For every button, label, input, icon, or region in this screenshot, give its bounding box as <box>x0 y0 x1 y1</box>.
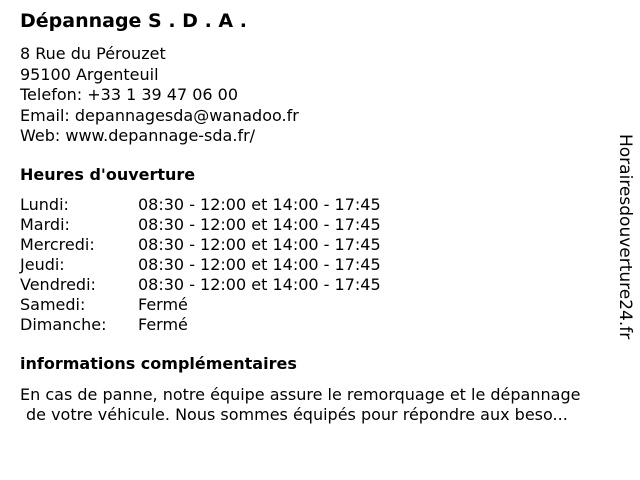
opening-times: 08:30 - 12:00 et 14:00 - 17:45 <box>138 235 381 254</box>
opening-times: Fermé <box>138 315 188 334</box>
day-label: Jeudi: <box>20 255 65 274</box>
hours-row-mercredi <box>20 235 381 255</box>
street-address: 8 Rue du Pérouzet <box>20 44 166 63</box>
description-text <box>20 385 624 425</box>
hours-row-mardi <box>20 215 381 235</box>
phone-number: Telefon: +33 1 39 47 06 00 <box>20 85 239 104</box>
email-address: Email: depannagesda@wanadoo.fr <box>20 105 299 125</box>
day-label: Lundi: <box>20 195 69 214</box>
hours-row-samedi <box>20 295 381 315</box>
site-watermark: Horairesdouverture24.fr <box>615 134 635 340</box>
info-heading: informations complémentaires <box>20 354 297 373</box>
business-name: Dépannage S . D . A . <box>20 10 247 32</box>
day-label: Vendredi: <box>20 275 96 294</box>
day-label: Dimanche: <box>20 315 107 334</box>
opening-times: 08:30 - 12:00 et 14:00 - 17:45 <box>138 195 381 214</box>
opening-times: Fermé <box>138 295 188 314</box>
hours-row-dimanche <box>20 315 381 335</box>
hours-table <box>20 195 381 335</box>
hours-row-vendredi <box>20 275 381 295</box>
hours-row-jeudi <box>20 255 381 275</box>
city: 95100 Argenteuil <box>20 64 159 84</box>
website: Web: www.depannage-sda.fr/ <box>20 126 256 145</box>
address-block <box>20 44 299 147</box>
hours-row-lundi <box>20 195 381 215</box>
opening-times: 08:30 - 12:00 et 14:00 - 17:45 <box>138 275 381 294</box>
description-line-1: En cas de panne, notre équipe assure le remorquage et le dépannage <box>20 385 581 404</box>
day-label: Mercredi: <box>20 235 95 254</box>
day-label: Mardi: <box>20 215 70 234</box>
opening-times: 08:30 - 12:00 et 14:00 - 17:45 <box>138 255 381 274</box>
day-label: Samedi: <box>20 295 86 314</box>
hours-heading: Heures d'ouverture <box>20 165 196 184</box>
opening-times: 08:30 - 12:00 et 14:00 - 17:45 <box>138 215 381 234</box>
description-line-2: de votre véhicule. Nous sommes équipés pour répondre aux beso... <box>26 405 568 424</box>
